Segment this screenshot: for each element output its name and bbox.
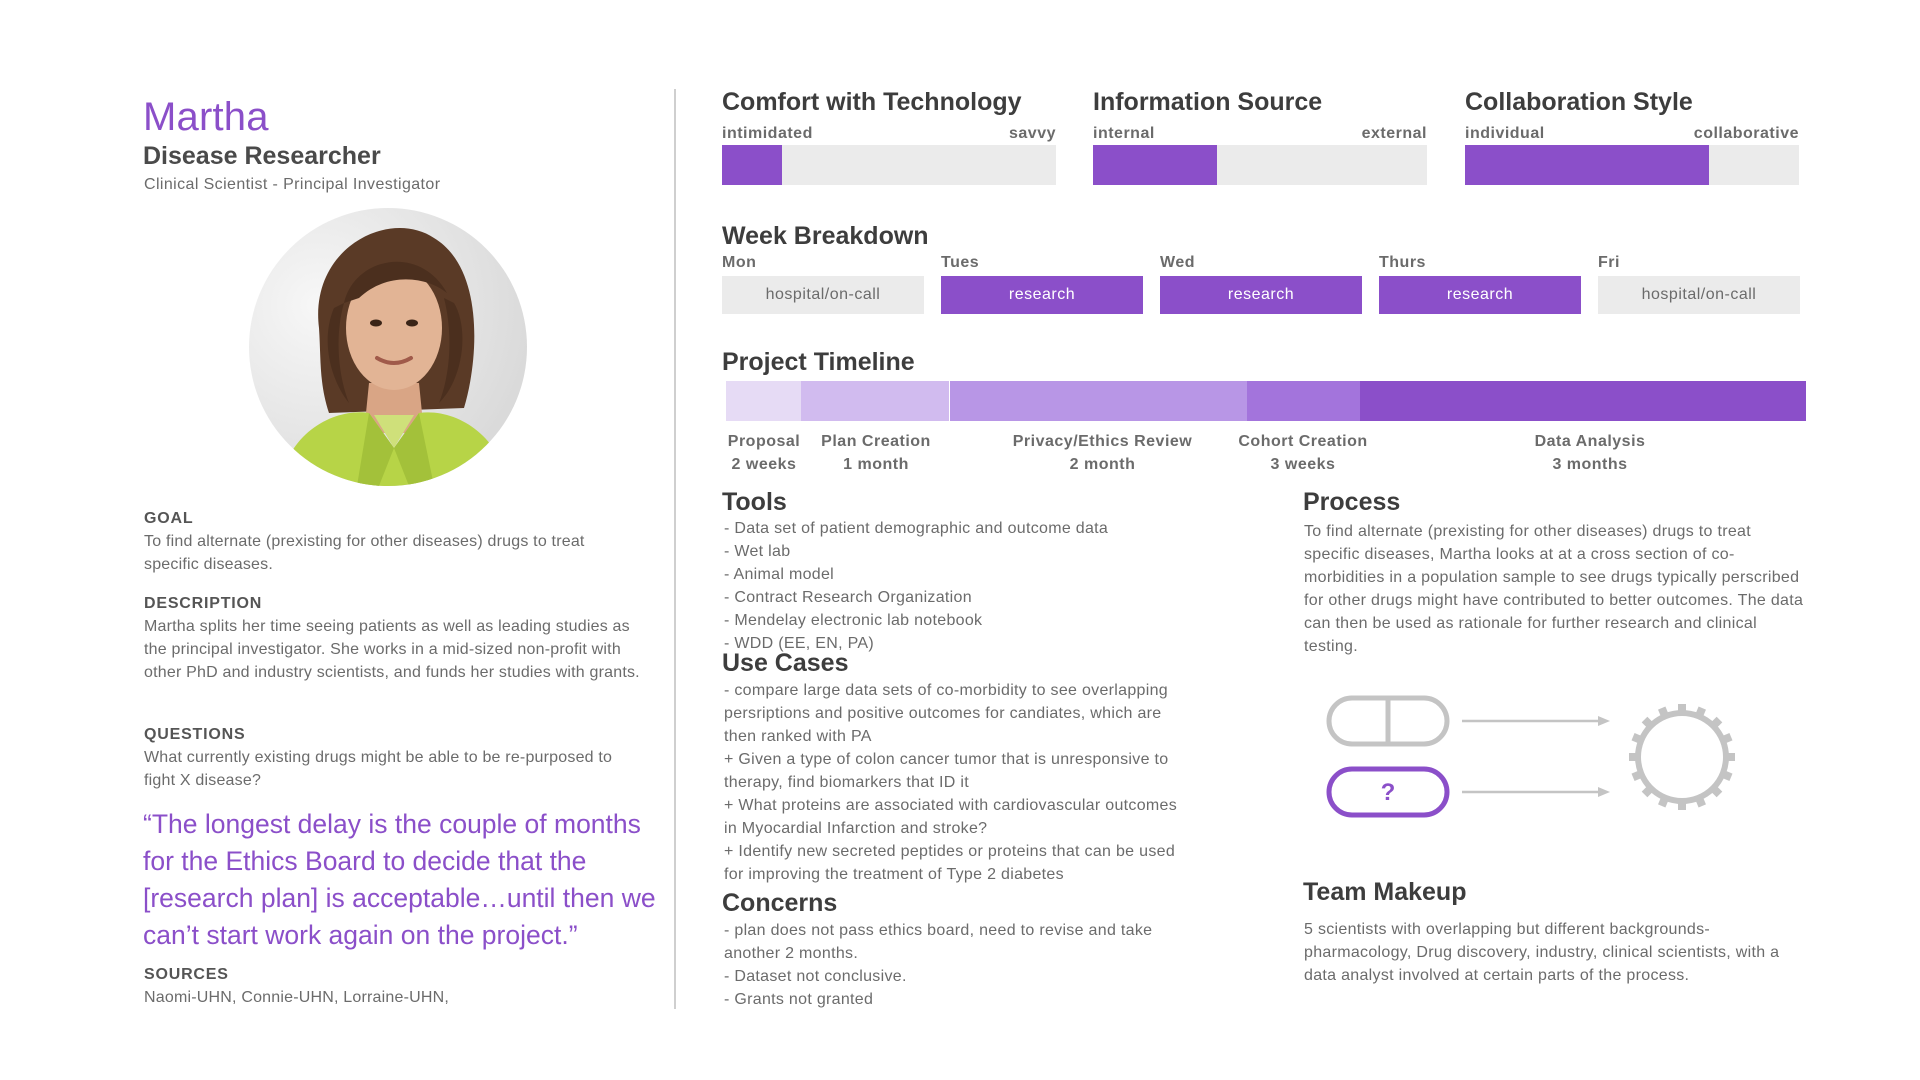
scale-collaboration-style: [1465, 88, 1799, 185]
use-cases-list: [724, 679, 1177, 886]
persona-portrait-illustration: [249, 208, 527, 486]
week-breakdown-title: Week Breakdown: [722, 222, 929, 250]
gear-icon: [1629, 704, 1735, 810]
persona-quote: “The longest delay is the couple of months for the Ethics Board to decide that the [research plan] is acceptable…until then we can’t start work again on the project.”: [143, 809, 656, 950]
list-item: - Data set of patient demographic and outcome data: [724, 520, 1109, 537]
list-item: - plan does not pass ethics board, need to revise and take: [724, 922, 1153, 939]
scale-track: [1093, 145, 1427, 185]
persona-name: Martha: [143, 95, 269, 139]
process-diagram: [1320, 690, 1760, 840]
timeline-segment-cohort-creation: [1247, 381, 1360, 421]
phase-name: Privacy/Ethics Review: [1012, 433, 1193, 450]
list-item: then ranked with PA: [724, 728, 872, 745]
phase-duration: 2 weeks: [731, 456, 797, 473]
scale-track: [722, 145, 1056, 185]
arrow-right-icon: [1462, 787, 1610, 797]
day-label: Thurs: [1379, 254, 1426, 271]
scale-right-label: collaborative: [1693, 125, 1799, 142]
concerns-title: Concerns: [722, 889, 838, 917]
scale-information-source: [1093, 88, 1427, 185]
concerns-list: [724, 919, 1152, 1011]
column-divider: [674, 89, 676, 1009]
tools-title: Tools: [722, 488, 787, 516]
list-item: - Mendelay electronic lab notebook: [724, 612, 983, 629]
phase-name: Plan Creation: [821, 433, 931, 450]
sources-text: Naomi-UHN, Connie-UHN, Lorraine-UHN,: [144, 989, 450, 1006]
list-item: in Myocardial Infarction and stroke?: [724, 820, 988, 837]
week-day-tues: [941, 254, 1143, 314]
week-day-fri: [1598, 254, 1800, 314]
timeline-phase-cohort-creation: [1228, 430, 1378, 476]
day-activity: research: [1160, 276, 1362, 314]
unknown-drug-pill-icon: [1329, 769, 1447, 815]
phase-duration: 3 months: [1552, 456, 1628, 473]
day-activity: research: [941, 276, 1143, 314]
phase-duration: 1 month: [843, 456, 909, 473]
phase-duration: 3 weeks: [1270, 456, 1336, 473]
timeline-segment-proposal: [726, 381, 801, 421]
project-timeline-title: Project Timeline: [722, 348, 915, 376]
week-day-thurs: [1379, 254, 1581, 314]
timeline-phase-data-analysis: [1515, 430, 1665, 476]
timeline-segment-data-analysis: [1360, 381, 1806, 421]
list-item: persriptions and positive outcomes for candiates, which are: [724, 705, 1162, 722]
timeline-phase-privacy-ethics: [1000, 430, 1205, 476]
phase-name: Data Analysis: [1534, 433, 1646, 450]
team-makeup-title: Team Makeup: [1303, 878, 1467, 906]
persona-role: Disease Researcher: [143, 142, 381, 170]
day-label: Fri: [1598, 254, 1620, 271]
timeline-segment-plan-creation: [801, 381, 949, 421]
list-item: + What proteins are associated with cardiovascular outcomes: [724, 797, 1178, 814]
day-activity: hospital/on-call: [722, 276, 924, 314]
scale-right-label: savvy: [1009, 125, 1056, 142]
day-label: Tues: [941, 254, 980, 271]
description-label: DESCRIPTION: [144, 595, 263, 612]
persona-subrole: Clinical Scientist - Principal Investigator: [144, 176, 441, 193]
process-diagram-svg: [1320, 690, 1760, 840]
list-item: + Identify new secreted peptides or proteins that can be used: [724, 843, 1176, 860]
goal-label: GOAL: [144, 510, 194, 527]
timeline-segment-privacy-ethics: [950, 381, 1247, 421]
week-day-mon: [722, 254, 924, 314]
questions-text: What currently existing drugs might be able to be re-purposed to fight X disease?: [144, 749, 613, 789]
list-item: + Given a type of colon cancer tumor that is unresponsive to: [724, 751, 1169, 768]
phase-name: Cohort Creation: [1238, 433, 1368, 450]
list-item: therapy, find biomarkers that ID it: [724, 774, 969, 791]
list-item: - WDD (EE, EN, PA): [724, 635, 874, 652]
day-activity: hospital/on-call: [1598, 276, 1800, 314]
scale-comfort-technology: [722, 88, 1056, 185]
list-item: - Wet lab: [724, 543, 791, 560]
process-text: To find alternate (prexisting for other diseases) drugs to treat specific diseases, Martha looks at at a cross section of co-morbidities in a population sample to see drugs typically perscribed for other drugs might have contributed to better outcomes. The data can then be used as rationale for further research and clinical testing.: [1304, 523, 1804, 655]
list-item: for improving the treatment of Type 2 diabetes: [724, 866, 1064, 883]
description-text: Martha splits her time seeing patients as well as leading studies as the principal investigator. She works in a mid-sized non-profit with other PhD and industry scientists, and funds her studies with grants.: [144, 618, 640, 681]
timeline-phase-proposal: [719, 430, 809, 476]
persona-avatar: [249, 208, 527, 486]
use-cases-title: Use Cases: [722, 649, 849, 677]
list-item: - compare large data sets of co-morbidity to see overlapping: [724, 682, 1168, 699]
team-makeup-text: 5 scientists with overlapping but different backgrounds- pharmacology, Drug discovery, industry, clinical scientists, with a data analyst involved at certain parts of the process.: [1304, 921, 1780, 984]
day-label: Mon: [722, 254, 757, 271]
scale-track: [1465, 145, 1799, 185]
unknown-drug-label: ?: [1380, 779, 1396, 806]
list-item: - Animal model: [724, 566, 835, 583]
scale-left-label: internal: [1093, 125, 1155, 142]
scale-right-label: external: [1361, 125, 1427, 142]
tools-list: [724, 517, 1108, 655]
arrow-right-icon: [1462, 716, 1610, 726]
scale-left-label: intimidated: [722, 125, 813, 142]
list-item: - Dataset not conclusive.: [724, 968, 907, 985]
scale-left-label: individual: [1465, 125, 1545, 142]
scale-fill: [1465, 145, 1709, 185]
questions-label: QUESTIONS: [144, 726, 246, 743]
sources-label: SOURCES: [144, 966, 229, 983]
pill-icon: [1329, 698, 1447, 744]
phase-name: Proposal: [727, 433, 801, 450]
week-day-wed: [1160, 254, 1362, 314]
list-item: - Grants not granted: [724, 991, 874, 1008]
day-activity: research: [1379, 276, 1581, 314]
scale-title: Collaboration Style: [1465, 88, 1693, 116]
scale-title: Comfort with Technology: [722, 88, 1022, 116]
timeline-phase-plan-creation: [806, 430, 946, 476]
list-item: another 2 months.: [724, 945, 859, 962]
list-item: - Contract Research Organization: [724, 589, 972, 606]
timeline-bar: [726, 381, 1806, 421]
phase-duration: 2 month: [1069, 456, 1136, 473]
scale-title: Information Source: [1093, 88, 1323, 116]
scale-fill: [1093, 145, 1217, 185]
scale-fill: [722, 145, 782, 185]
goal-text: To find alternate (prexisting for other diseases) drugs to treat specific diseases.: [144, 533, 585, 573]
process-title: Process: [1303, 488, 1401, 516]
day-label: Wed: [1160, 254, 1195, 271]
